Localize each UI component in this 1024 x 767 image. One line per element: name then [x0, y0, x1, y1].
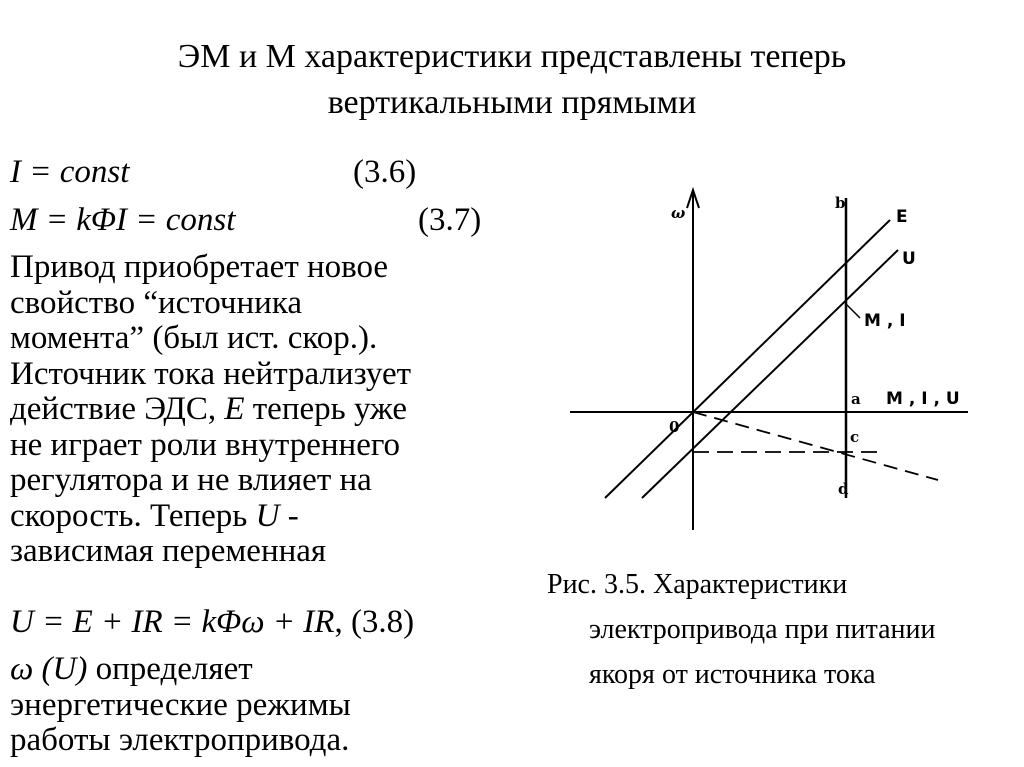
caption-line-3: якоря от источника тока	[589, 659, 876, 690]
title-line-1: ЭМ и М характеристики представлены теперь	[177, 38, 847, 75]
equation-3-7-number: (3.7)	[418, 202, 482, 238]
paragraph-line: Источник тока нейтрализует	[10, 355, 412, 392]
line-E-label: E	[896, 207, 908, 227]
paragraph-line: Привод приобретает новое	[10, 249, 389, 285]
omega-line-2: энергетические режимы	[10, 686, 351, 723]
body-paragraph	[10, 250, 530, 570]
equation-3-6	[10, 152, 450, 192]
paragraph-line: момента” (был ист. скор.).	[10, 320, 378, 356]
origin-label: 0	[669, 418, 680, 436]
emf-variable: E	[224, 391, 245, 427]
mi-label-pointer	[846, 304, 860, 318]
equation-3-8-plus: + IR	[264, 604, 335, 640]
point-d-label: d	[838, 480, 849, 498]
omega-paragraph	[10, 652, 530, 759]
omega-line	[10, 652, 530, 688]
line-U-label: U	[902, 249, 916, 269]
omega-function: ω (U)	[10, 651, 88, 687]
paragraph-line: зависимая переменная	[10, 533, 327, 569]
paragraph-line: не играет роли внутреннего	[10, 426, 401, 463]
equation-3-7	[10, 200, 510, 240]
paragraph-line: регулятора и не влияет на	[10, 462, 372, 498]
figure-caption	[547, 562, 1017, 697]
paragraph-line-voltage	[10, 499, 530, 535]
line-U	[642, 250, 898, 498]
x-axis-label: M , I , U	[886, 389, 960, 409]
omega-line-rest: определяет	[87, 651, 253, 687]
paragraph-line-start: действие ЭДС,	[10, 391, 225, 427]
point-a-label: a	[851, 390, 861, 408]
paragraph-line-end: теперь уже	[244, 391, 408, 427]
voltage-variable: U	[255, 497, 280, 534]
y-axis-label: ω	[671, 204, 686, 222]
paragraph-line-emf	[10, 392, 530, 428]
equation-3-8	[10, 602, 530, 642]
point-b-label: b	[835, 194, 846, 212]
equation-3-7-text: M = kΦI = const	[10, 202, 236, 238]
line-MI-label: M , I	[864, 311, 906, 331]
caption-line-1: Рис. 3.5. Характеристики	[547, 569, 848, 600]
paragraph-line-end: -	[279, 497, 299, 534]
caption-line-2: электропривода при питании	[589, 614, 936, 645]
point-c-label: c	[850, 428, 860, 446]
equation-3-6-text: I = const	[10, 154, 130, 190]
paragraph-line: свойство “источника	[10, 284, 303, 321]
slide-title	[40, 34, 984, 126]
characteristics-diagram	[560, 180, 980, 540]
paragraph-line-start: скорость. Теперь	[10, 497, 256, 534]
equation-3-6-number: (3.6)	[353, 154, 417, 190]
equation-3-8-number: , (3.8)	[334, 604, 415, 640]
dashed-line-0-d	[693, 412, 938, 480]
title-line-2: вертикальными прямыми	[327, 84, 697, 121]
omega-line-3: работы электропривода.	[10, 722, 350, 758]
equation-3-8-text: U = E + IR = kΦω	[10, 604, 265, 640]
